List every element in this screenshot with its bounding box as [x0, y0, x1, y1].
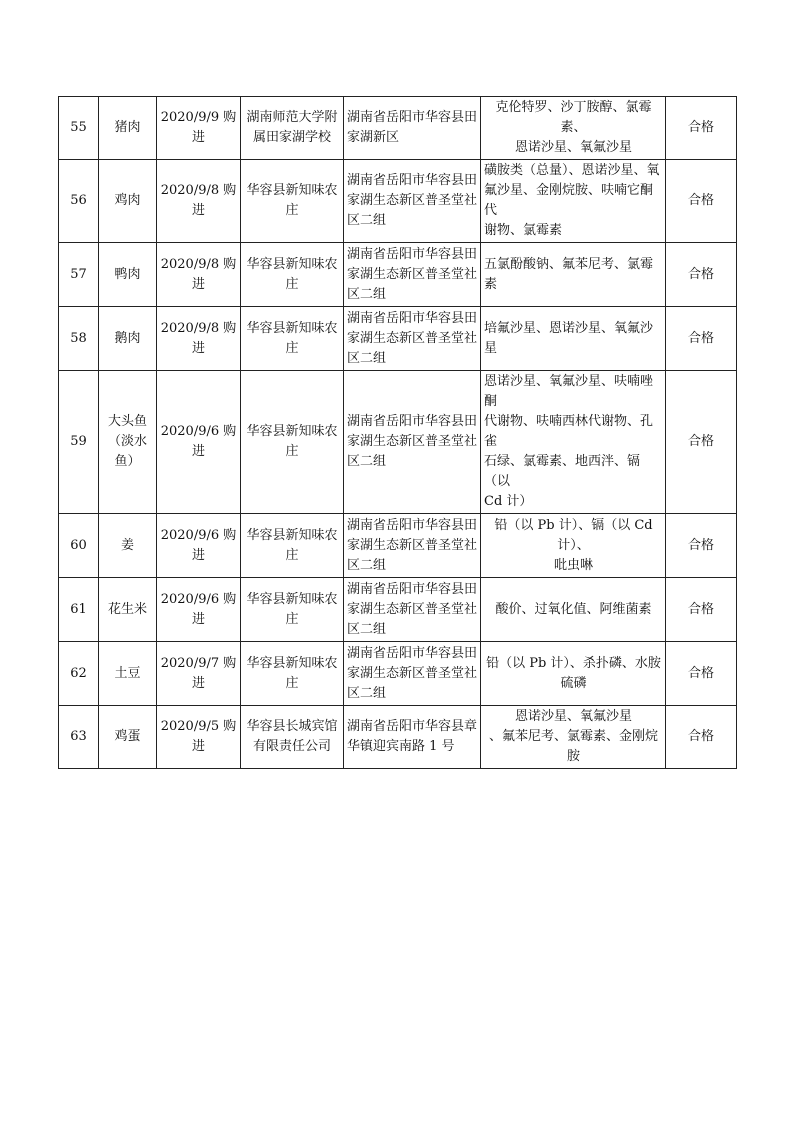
sample-name: 姜 — [99, 514, 157, 578]
row-number: 55 — [59, 97, 99, 160]
test-items: 五氯酚酸钠、氟苯尼考、氯霉素 — [481, 243, 666, 307]
supplier: 华容县新知味农 庄 — [241, 307, 344, 371]
sample-name: 大头鱼 （淡水 鱼） — [99, 371, 157, 514]
purchase-date: 2020/9/6 购 进 — [157, 578, 241, 642]
test-items: 铅（以 Pb 计）、镉（以 Cd 计）、 吡虫啉 — [481, 514, 666, 578]
result: 合格 — [666, 514, 737, 578]
table-row — [59, 243, 737, 307]
sample-name: 鸡肉 — [99, 160, 157, 243]
result: 合格 — [666, 243, 737, 307]
address: 湖南省岳阳市华容县田 家湖生态新区普圣堂社 区二组 — [344, 371, 481, 514]
result: 合格 — [666, 706, 737, 769]
address: 湖南省岳阳市华容县田 家湖生态新区普圣堂社 区二组 — [344, 578, 481, 642]
result: 合格 — [666, 642, 737, 706]
row-number: 57 — [59, 243, 99, 307]
row-number: 56 — [59, 160, 99, 243]
row-number: 60 — [59, 514, 99, 578]
address: 湖南省岳阳市华容县章 华镇迎宾南路 1 号 — [344, 706, 481, 769]
purchase-date: 2020/9/9 购 进 — [157, 97, 241, 160]
supplier: 华容县新知味农 庄 — [241, 160, 344, 243]
address: 湖南省岳阳市华容县田 家湖生态新区普圣堂社 区二组 — [344, 514, 481, 578]
table-row — [59, 307, 737, 371]
row-number: 61 — [59, 578, 99, 642]
result: 合格 — [666, 578, 737, 642]
supplier: 华容县新知味农 庄 — [241, 514, 344, 578]
sample-name: 猪肉 — [99, 97, 157, 160]
supplier: 华容县新知味农 庄 — [241, 371, 344, 514]
table-row — [59, 97, 737, 160]
test-items: 酸价、过氧化值、阿维菌素 — [481, 578, 666, 642]
sample-name: 土豆 — [99, 642, 157, 706]
sample-name: 花生米 — [99, 578, 157, 642]
test-items: 磺胺类（总量）、恩诺沙星、氧 氟沙星、金刚烷胺、呋喃它酮代 谢物、氯霉素 — [481, 160, 666, 243]
inspection-results-table — [58, 96, 737, 769]
supplier: 华容县长城宾馆 有限责任公司 — [241, 706, 344, 769]
purchase-date: 2020/9/6 购 进 — [157, 514, 241, 578]
address: 湖南省岳阳市华容县田 家湖生态新区普圣堂社 区二组 — [344, 243, 481, 307]
row-number: 58 — [59, 307, 99, 371]
row-number: 63 — [59, 706, 99, 769]
supplier: 华容县新知味农 庄 — [241, 642, 344, 706]
table-row — [59, 371, 737, 514]
result: 合格 — [666, 371, 737, 514]
test-items: 铅（以 Pb 计）、杀扑磷、水胺 硫磷 — [481, 642, 666, 706]
table-row — [59, 160, 737, 243]
supplier: 湖南师范大学附 属田家湖学校 — [241, 97, 344, 160]
purchase-date: 2020/9/8 购 进 — [157, 307, 241, 371]
supplier: 华容县新知味农 庄 — [241, 243, 344, 307]
test-items: 培氟沙星、恩诺沙星、氧氟沙星 — [481, 307, 666, 371]
result: 合格 — [666, 97, 737, 160]
purchase-date: 2020/9/7 购 进 — [157, 642, 241, 706]
sample-name: 鸡蛋 — [99, 706, 157, 769]
purchase-date: 2020/9/5 购 进 — [157, 706, 241, 769]
purchase-date: 2020/9/6 购 进 — [157, 371, 241, 514]
result: 合格 — [666, 307, 737, 371]
table-row — [59, 642, 737, 706]
table-row — [59, 578, 737, 642]
row-number: 62 — [59, 642, 99, 706]
purchase-date: 2020/9/8 购 进 — [157, 160, 241, 243]
purchase-date: 2020/9/8 购 进 — [157, 243, 241, 307]
address: 湖南省岳阳市华容县田 家湖生态新区普圣堂社 区二组 — [344, 160, 481, 243]
address: 湖南省岳阳市华容县田 家湖生态新区普圣堂社 区二组 — [344, 642, 481, 706]
table-row — [59, 514, 737, 578]
row-number: 59 — [59, 371, 99, 514]
table-row — [59, 706, 737, 769]
test-items: 克伦特罗、沙丁胺醇、氯霉素、 恩诺沙星、氧氟沙星 — [481, 97, 666, 160]
result: 合格 — [666, 160, 737, 243]
address: 湖南省岳阳市华容县田 家湖生态新区普圣堂社 区二组 — [344, 307, 481, 371]
sample-name: 鸭肉 — [99, 243, 157, 307]
address: 湖南省岳阳市华容县田 家湖新区 — [344, 97, 481, 160]
test-items: 恩诺沙星、氧氟沙星 、氟苯尼考、氯霉素、金刚烷胺 — [481, 706, 666, 769]
sample-name: 鹅肉 — [99, 307, 157, 371]
supplier: 华容县新知味农 庄 — [241, 578, 344, 642]
test-items: 恩诺沙星、氧氟沙星、呋喃唑酮 代谢物、呋喃西林代谢物、孔雀 石绿、氯霉素、地西泮、镉（以 Cd 计） — [481, 371, 666, 514]
